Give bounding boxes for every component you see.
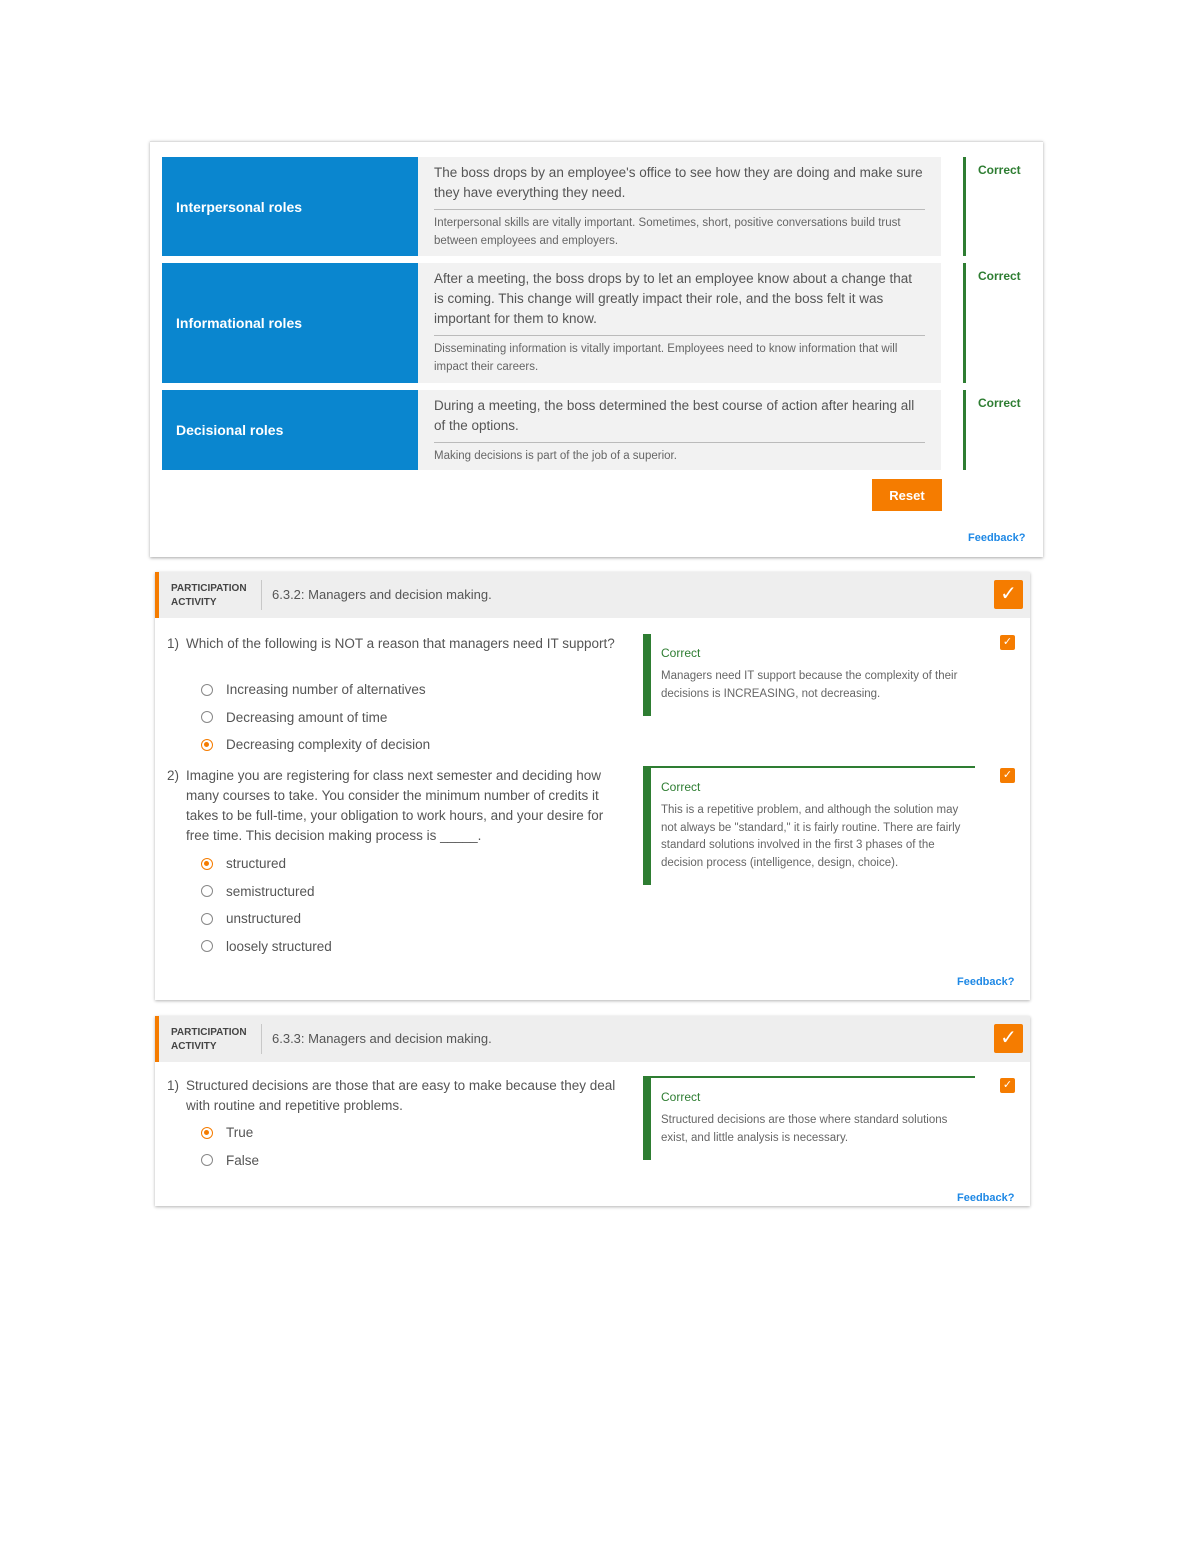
- feedback-link[interactable]: Feedback?: [968, 532, 1026, 544]
- explanation-text: Interpersonal skills are vitally important. Sometimes, short, positive conversations build trust between employees and employers.: [434, 217, 901, 247]
- question: [167, 634, 627, 654]
- reset-button[interactable]: Reset: [872, 479, 942, 511]
- option-label: semistructured: [226, 883, 315, 899]
- answer-feedback: [643, 766, 975, 885]
- definition-text: The boss drops by an employee's office to see how they are doing and make sure they have everything they need.: [434, 163, 925, 210]
- definition-box[interactable]: [418, 157, 941, 256]
- activity-kind-label: PARTICIPATION ACTIVITY: [171, 583, 247, 608]
- header-divider: [261, 1024, 262, 1054]
- option-label: loosely structured: [226, 938, 332, 954]
- radio-selected-icon[interactable]: [201, 858, 213, 870]
- question-number: 1): [167, 1078, 180, 1093]
- explanation-text: Making decisions is part of the job of a superior.: [434, 450, 677, 462]
- feedback-title: Correct: [661, 1090, 701, 1104]
- feedback-link[interactable]: Feedback?: [957, 976, 1015, 988]
- question-complete-check-icon: ✓: [1000, 768, 1015, 783]
- question-text: Imagine you are registering for class next semester and deciding how many courses to take. You consider the minimum number of credits it takes to be full-time, your obligation to work hours, and your desire for free time. This decision making process is _____.: [186, 768, 604, 843]
- header-divider: [261, 580, 262, 610]
- option[interactable]: [201, 905, 332, 933]
- term-decisional-roles[interactable]: Decisional roles: [162, 390, 418, 470]
- question-text: Structured decisions are those that are easy to make because they deal with routine and repetitive problems.: [186, 1078, 616, 1113]
- feedback-explanation: Structured decisions are those where standard solutions exist, and little analysis is necessary.: [661, 1114, 948, 1144]
- option[interactable]: [201, 933, 332, 961]
- question-text: Which of the following is NOT a reason that managers need IT support?: [186, 636, 615, 651]
- activity-kind-label: PARTICIPATION ACTIVITY: [171, 1027, 247, 1052]
- activity-title: 6.3.2: Managers and decision making.: [272, 587, 492, 602]
- option-label: Decreasing amount of time: [226, 709, 388, 725]
- feedback-explanation: This is a repetitive problem, and although the solution may not always be "standard," it is fairly routine. There are fairly standard solutions involved in the first 3 phases of the decision process (intelligence, design, choice).: [661, 804, 961, 869]
- activity-title: 6.3.3: Managers and decision making.: [272, 1031, 492, 1046]
- status-correct: Correct: [963, 263, 1033, 383]
- question-complete-check-icon: ✓: [1000, 1078, 1015, 1093]
- option-label: structured: [226, 856, 287, 872]
- option[interactable]: [201, 731, 430, 759]
- option[interactable]: [201, 850, 332, 878]
- radio-selected-icon[interactable]: [201, 1127, 213, 1139]
- feedback-link[interactable]: Feedback?: [957, 1192, 1015, 1204]
- matching-row: [162, 263, 941, 383]
- matching-activity-card: [150, 141, 1043, 557]
- question-complete-check-icon: ✓: [1000, 635, 1015, 650]
- activity-header: [155, 1016, 1030, 1062]
- participation-activity-card: [155, 572, 1030, 1000]
- option-label: Increasing number of alternatives: [226, 682, 426, 698]
- radio-icon[interactable]: [201, 711, 213, 723]
- status-correct: Correct: [963, 390, 1033, 470]
- option[interactable]: [201, 1147, 259, 1175]
- answer-feedback: [643, 1076, 975, 1160]
- answer-feedback: [643, 634, 975, 716]
- feedback-title: Correct: [661, 780, 701, 794]
- definition-box[interactable]: [418, 390, 941, 470]
- feedback-explanation: Managers need IT support because the complexity of their decisions is INCREASING, not decreasing.: [661, 670, 958, 700]
- question-number: 1): [167, 636, 180, 651]
- question-number: 2): [167, 768, 180, 783]
- option[interactable]: [201, 878, 332, 906]
- option-label: Decreasing complexity of decision: [226, 737, 431, 753]
- radio-icon[interactable]: [201, 684, 213, 696]
- option-label: False: [226, 1152, 260, 1168]
- option[interactable]: [201, 704, 430, 732]
- term-informational-roles[interactable]: Informational roles: [162, 263, 418, 383]
- definition-text: After a meeting, the boss drops by to let an employee know about a change that is coming. This change will greatly impact their role, and the boss felt it was important for them to know.: [434, 269, 925, 336]
- answer-options: [201, 676, 430, 759]
- option[interactable]: [201, 676, 430, 704]
- radio-icon[interactable]: [201, 1154, 213, 1166]
- option-label: unstructured: [226, 911, 302, 927]
- question: [167, 1076, 617, 1116]
- radio-selected-icon[interactable]: [201, 739, 213, 751]
- radio-icon[interactable]: [201, 885, 213, 897]
- completed-check-icon: ✓: [994, 580, 1023, 609]
- option[interactable]: [201, 1119, 259, 1147]
- explanation-text: Disseminating information is vitally important. Employees need to know information that will impact their careers.: [434, 343, 898, 373]
- definition-text: During a meeting, the boss determined the best course of action after hearing all of the options.: [434, 396, 925, 443]
- option-label: True: [226, 1125, 254, 1141]
- answer-options: [201, 1119, 259, 1174]
- activity-header: [155, 572, 1030, 618]
- feedback-title: Correct: [661, 646, 701, 660]
- term-interpersonal-roles[interactable]: Interpersonal roles: [162, 157, 418, 256]
- matching-row: [162, 390, 941, 470]
- matching-row: [162, 157, 941, 256]
- status-correct: Correct: [963, 157, 1033, 256]
- radio-icon[interactable]: [201, 913, 213, 925]
- completed-check-icon: ✓: [994, 1024, 1023, 1053]
- radio-icon[interactable]: [201, 940, 213, 952]
- definition-box[interactable]: [418, 263, 941, 383]
- question: [167, 766, 627, 846]
- participation-activity-card: [155, 1016, 1030, 1206]
- answer-options: [201, 850, 332, 960]
